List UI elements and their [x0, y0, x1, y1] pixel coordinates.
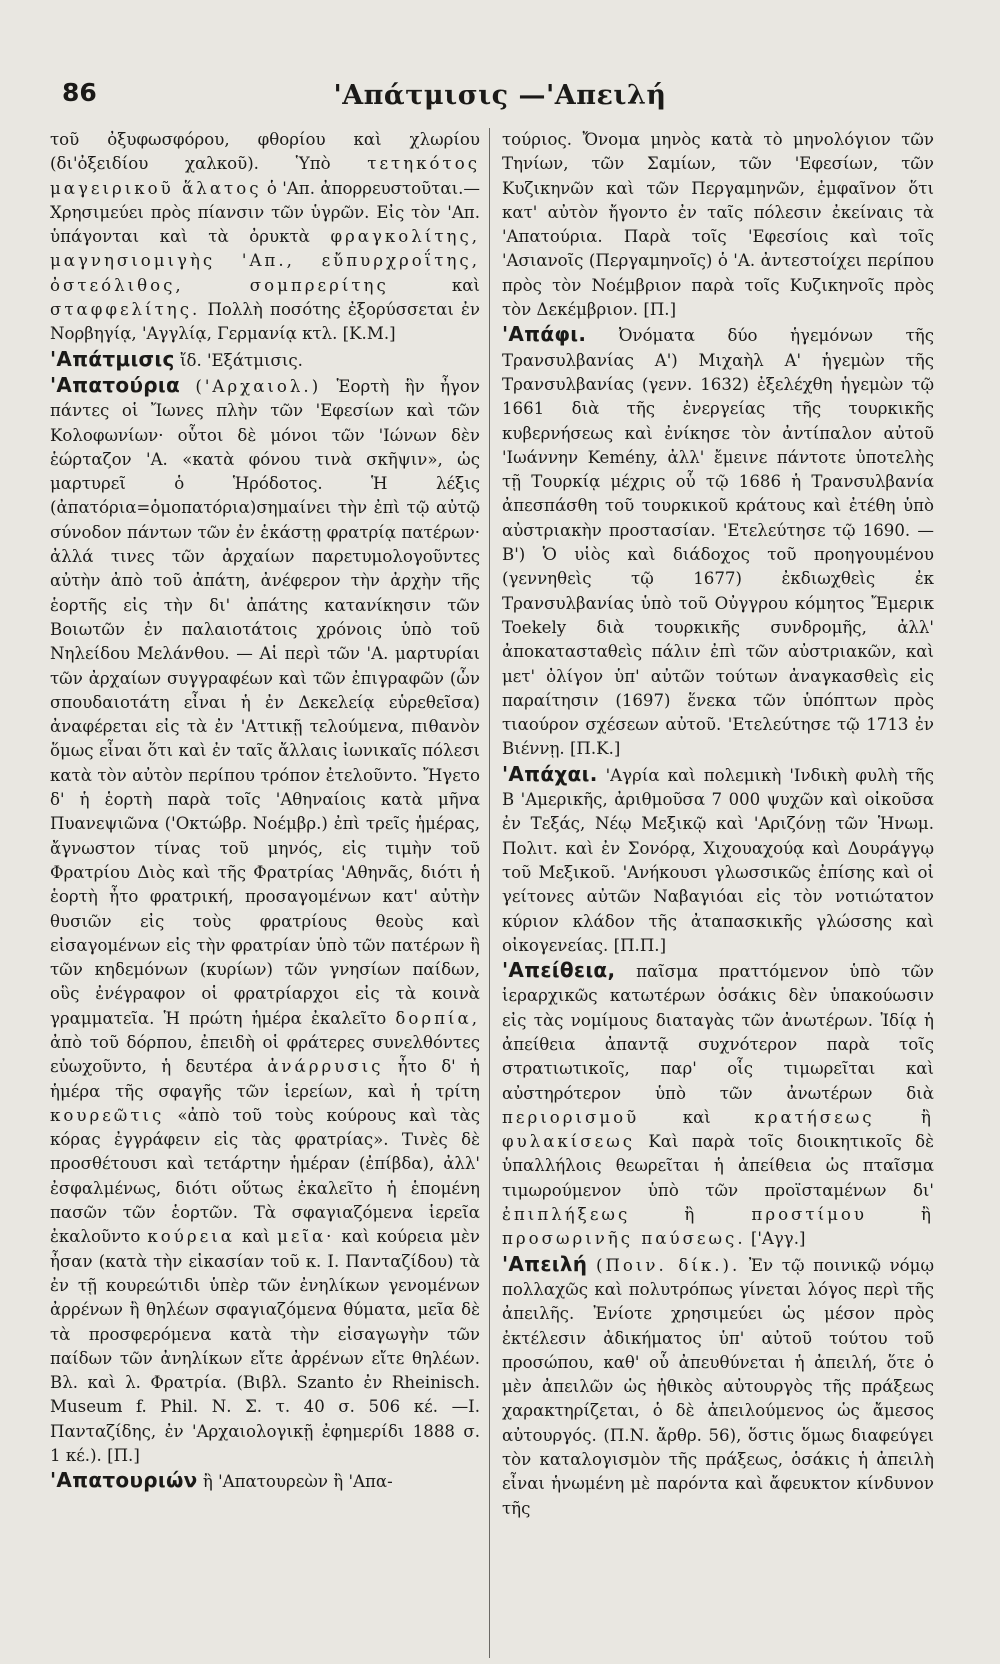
- headword: 'Απείθεια,: [502, 958, 616, 983]
- column-divider: [489, 128, 490, 1658]
- right-column: [502, 128, 934, 1624]
- entry-apeitheia: 'Απείθεια, παῖσμα πραττόμενον ὑπὸ τῶν ἱεραρχικῶς κατωτέρων ὁσάκις δὲν ὑπακούωσιν εἰς τὰς νομίμους διαταγὰς τῶν ἀνωτέρων. Ἰδίᾳ ἡ ἀπείθεια ἀπαντᾷ συχνότερον παρὰ τοῖς στρατιωτικοῖς, παρ' οἷς τιμωρεῖται καὶ αὐστηρότερον ὑπὸ τῶν ἀνωτέρων διὰ περιορισμοῦ καὶ κρατήσεως ἢ φυλακίσεως Καὶ παρὰ τοῖς διοικητικοῖς δὲ ὑπαλλήλοις θεωρεῖται ἡ ἀπείθεια ὡς πταῖσμα τιμωρούμενον ὑπὸ τῶν προϊσταμένων δι' ἐπιπλήξεως ἢ προστίμου ἢ προσωρινῆς παύσεως. ['Αγγ.]: [502, 958, 934, 1249]
- entry-apeili: 'Απειλή (Ποιν. δίκ.). Ἐν τῷ ποινικῷ νόμῳ πολλαχῶς καὶ πολυτρόπως γίνεται λόγος περὶ τῆς ἀπειλῆς. Ἐνίοτε χρησιμεύει ὡς μέσον πρὸς ἐκτέλεσιν ἀδικήματος ὑπ' αὐτοῦ τούτου τοῦ προσώπου, καθ' οὗ ἀπευθύνεται ἡ ἀπειλή, ὅτε ὁ μὲν ἀπειλῶν ὡς ἠθικὸς αὐτουργὸς τῆς πράξεως χαρακτηρίζεται, ὁ δὲ ἀπειλούμενος ὡς ἄμεσος αὐτουργός. (Π.Ν. ἄρθρ. 56), ὅστις ὅμως διαφεύγει τὸν καταλογισμὸν τῆς πράξεως, ὁσάκις ἡ ἀπειλὴ εἶναι ἡνωμένη μὲ παρόντα καὶ ἄφευκτον κίνδυνον τῆς: [502, 1251, 934, 1518]
- entry-apatmisis: 'Απάτμισις ἴδ. 'Εξάτμισις.: [50, 346, 303, 371]
- entry-apachai: 'Απάχαι. 'Αγρία καὶ πολεμικὴ 'Ινδικὴ φυλὴ τῆς Β 'Αμερικῆς, ἀριθμοῦσα 7 000 ψυχῶν καὶ οἰκοῦσα ἐν Τεξάς, Νέῳ Μεξικῷ καὶ 'Αριζόνῃ τῶν Ἡνωμ. Πολιτ. καὶ ἐν Σονόρᾳ, Χιχουαχούᾳ καὶ Δουράγγῳ τοῦ Μεξικοῦ. 'Ανήκουσι γλωσσικῶς ἐπίσης καὶ οἱ γείτονες αὐτῶν Ναβαγιόαι εἰς τὸν νοτιώτατον κύριον κλάδον τῆς ἀταπασκικῆς γλώσσης καὶ οἰκογενείας. [Π.Π.]: [502, 761, 934, 955]
- entry-apatouria: 'Απατούρια ('Αρχαιολ.) Ἑορτὴ ἣν ἦγον πάντες οἱ Ἴωνες πλὴν τῶν 'Εφεσίων καὶ τῶν Κολοφωνίων· οὗτοι δὲ μόνοι τῶν 'Ιώνων δὲν ἑώρταζον 'Α. «κατὰ φόνου τινὰ σκῆψιν», ὡς μαρτυρεῖ ὁ Ἡρόδοτος. Ἡ λέξις (ἀπατόρια=ὁμοπατόρια)σημαίνει τὴν ἐπὶ τῷ αὐτῷ σύνοδον πάντων τῶν ἐν ἑκάστῃ φρατρίᾳ πατέρων· ἀλλά τινες τῶν ἀρχαίων παρετυμολογοῦντες αὐτὴν ἀπὸ τοῦ ἀπάτη, ἀνέφερον τὴν ἀρχὴν τῆς ἑορτῆς εἰς τὴν δι' ἀπάτης κατανίκησιν τῶν Βοιωτῶν ἐν παλαιοτάτοις χρόνοις ὑπὸ τοῦ Νηλείδου Μελάνθου. — Αἱ περὶ τῶν 'Α. μαρτυρίαι τῶν ἀρχαίων συγγραφέων καὶ τῶν ἐπιγραφῶν (ὧν σπουδαιοτάτη εἶναι ἡ ἐν Δεκελείᾳ εὑρεθεῖσα) ἀναφέρεται εἰς τὰ ἐν 'Αττικῇ τελούμενα, πιθανὸν ὅμως εἶναι ὅτι καὶ ἐν ταῖς ἄλλαις ἰωνικαῖς πόλεσι κατὰ τὸν αὐτὸν περίπου τρόπον ἐτελοῦντο. Ἤγετο δ' ἡ ἑορτὴ παρὰ τοῖς 'Αθηναίοις κατὰ μῆνα Πυανεψιῶνα ('Οκτώβρ. Νοέμβρ.) ἐπὶ τρεῖς ἡμέρας, ἄγνωστον τίνας τοῦ μηνός, εἰς τιμὴν τοῦ Φρατρίου Διὸς καὶ τῆς Φρατρίας 'Αθηνᾶς, διότι ἡ ἑορτὴ ἦτο φρατρική, προσαγομένων κατ' αὐτὴν θυσιῶν εἰς τοὺς φρατρίους θεοὺς καὶ εἰσαγομένων εἰς τὴν φρατρίαν ὑπὸ τῶν πατέρων ἢ τῶν κηδεμόνων (κυρίων) τῶν γνησίων παίδων, οὓς ἐνέγραφον οἱ φρατρίαρχοι εἰς τὰ κοινὰ γραμματεῖα. Ἡ πρώτη ἡμέρα ἐκαλεῖτο δορπία, ἀπὸ τοῦ δόρπου, ἐπειδὴ οἱ φράτερες συνελθόντες εὐωχοῦντο, ἡ δευτέρα ἀνάρρυσις ἦτο δ' ἡ ἡμέρα τῆς σφαγῆς τῶν ἱερείων, καὶ ἡ τρίτη κουρεῶτις «ἀπὸ τοῦ τοὺς κούρους καὶ τὰς κόρας ἐγγράφειν εἰς τὰς φρατρίας». Τινὲς δὲ προσθέτουσι καὶ τετάρτην ἡμέραν (ἐπίβδα), ἀλλ' ἐσφαλμένως, διότι οὕτως ἐκαλεῖτο ἡ ἑπομένη πασῶν τῶν ἑορτῶν. Τὰ σφαγιαζόμενα ἱερεῖα ἐκαλοῦντο κούρεια καὶ μεῖα· καὶ κούρεια μὲν ἦσαν (κατὰ τὴν εἰκασίαν τοῦ κ. Ι. Πανταζίδου) τὰ ἐν τῇ κουρεώτιδι ὑπὲρ τῶν ἐνηλίκων γενομένων ἀρρένων ἢ θηλέων σφαγιαζόμενα θύματα, μεῖα δὲ τὰ προσφερόμενα κατὰ τὴν εἰσαγωγὴν τῶν παίδων τῶν ἀνηλίκων εἴτε ἀρρένων εἴτε θηλέων. Βλ. καὶ λ. Φρατρία. (Βιβλ. Szanto ἐν Rheinisch. Museum f. Phil. Ν. Σ. τ. 40 σ. 506 κέ. —Ι. Πανταζίδης, ἐν 'Αρχαιολογικῇ ἐφημερίδι 1888 σ. 1 κέ.). [Π.]: [50, 372, 480, 1466]
- headword: 'Απατούρια: [50, 372, 181, 397]
- headword: 'Απάχαι.: [502, 761, 598, 786]
- entry-apatourion-continuation: τούριος. Ὄνομα μηνὸς κατὰ τὸ μηνολόγιον τῶν Τηνίων, τῶν Σαμίων, τῶν 'Εφεσίων, τῶν Κυζικηνῶν καὶ τῶν Περγαμηνῶν, ἐμφαῖνον ὅτι κατ' αὐτὸν ἤγοντο ἐν ταῖς πόλεσιν ἐκείναις τὰ 'Απατούρια. Παρὰ τοῖς 'Εφεσίοις καὶ τοῖς 'Ασιανοῖς (Περγαμηνοῖς) ὁ 'Α. ἀντεστοίχει περίπου πρὸς τὸν Νοέμβριον παρὰ τοῖς Κυζικηνοῖς πρὸς τὸν Δεκέμβριον. [Π.]: [502, 130, 934, 320]
- headword: 'Απατουριών: [50, 1468, 198, 1493]
- page-number: 86: [62, 78, 97, 107]
- left-column: [50, 128, 480, 1624]
- page-header: [40, 70, 960, 110]
- headword: 'Απειλή: [502, 1251, 588, 1276]
- entry-apatourion: 'Απατουριών ἢ 'Απατουρεὼν ἢ 'Απα-: [50, 1468, 393, 1493]
- headword: 'Απάτμισις: [50, 346, 175, 371]
- headword: 'Απάφι.: [502, 322, 587, 347]
- entry-apatitis-continuation: τοῦ ὀξυφωσφόρου, φθορίου καὶ χλωρίου (δι'ὀξειδίου χαλκοῦ). Ὑπὸ τετηκότος μαγειρικοῦ ἅλατος ὁ 'Απ. ἀπορρευστοῦται.— Χρησιμεύει πρὸς πίανσιν τῶν ὑγρῶν. Εἰς τὸν 'Απ. ὑπάγονται καὶ τὰ ὀρυκτὰ φραγκολίτης, μαγνησιομιγὴς 'Απ., εὔπυρχροΐτης, ὀστεόλιθος, σομπρερίτης καὶ σταφφελίτης. Πολλὴ ποσότης ἐξορύσσεται ἐν Νορβηγίᾳ, 'Αγγλίᾳ, Γερμανίᾳ κτλ. [Κ.Μ.]: [50, 130, 480, 344]
- running-title: 'Απάτμισις —'Απειλή: [333, 80, 667, 111]
- entry-apafi: 'Απάφι. Ὀνόματα δύο ἡγεμόνων τῆς Τρανσυλβανίας Α') Μιχαὴλ Α' ἡγεμὼν τῆς Τρανσυλβανίας (γενν. 1632) ἐξελέχθη ἡγεμὼν τῷ 1661 διὰ τῆς ἐνεργείας τῆς τουρκικῆς κυβερνήσεως καὶ ἐνίκησε τὸν ἀντίπαλον αὐτοῦ 'Ιωάννην Kemény, ἀλλ' ἔμεινε πάντοτε ὑποτελὴς τῇ Τουρκίᾳ μέχρις οὗ τῷ 1686 ἡ Τρανσυλβανία ἀπεσπάσθη τοῦ τουρκικοῦ κράτους καὶ ἐτέθη ὑπὸ αὐστριακὴν προστασίαν. 'Ετελεύτησε τῷ 1690. — Β') Ὁ υἱὸς καὶ διάδοχος τοῦ προηγουμένου (γεννηθεὶς τῷ 1677) ἐκδιωχθεὶς ἐκ Τρανσυλβανίας ὑπὸ τοῦ Οὐγγρου κόμητος Ἔμερικ Toekely διὰ τουρκικῆς συνδρομῆς, ἀλλ' ἀποκατασταθεὶς πάλιν ἐπὶ τῶν αὐστριακῶν, καὶ μετ' ὀλίγον ὑπ' αὐτῶν τούτων ἀναγκασθεὶς εἰς παραίτησιν (1697) ἕνεκα τῶν ὑπόπτων πρὸς τιαούρον σχέσεων αὐτοῦ. 'Ετελεύτησε τῷ 1713 ἐν Βιέννῃ. [Π.Κ.]: [502, 322, 934, 759]
